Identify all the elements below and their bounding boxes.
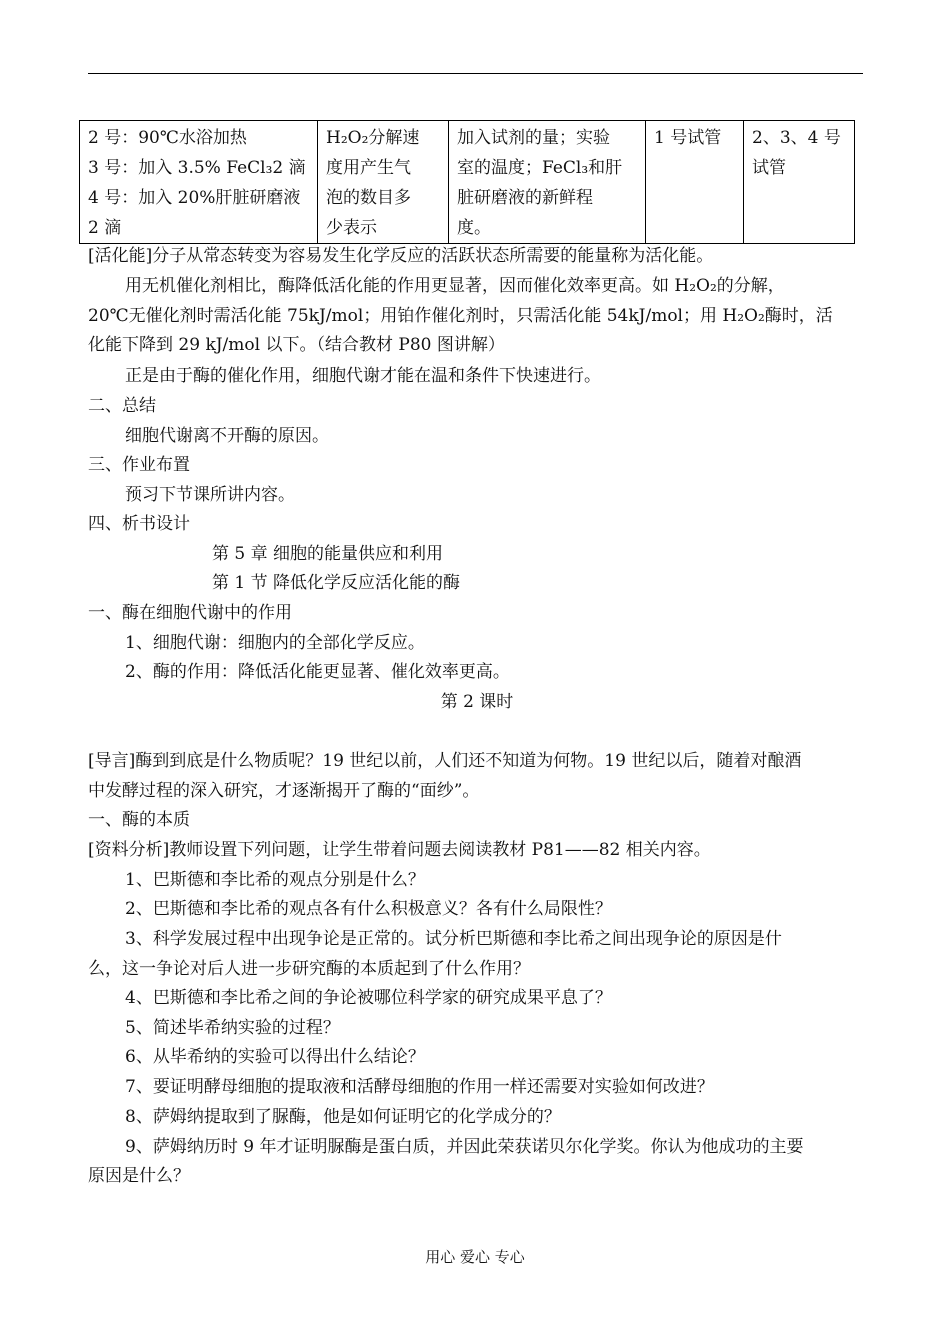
paragraph-line: 20℃无催化剂时需活化能 75kJ/mol；用铂作催化剂时，只需活化能 54kJ/mol；用 H₂O₂酶时，活: [88, 306, 833, 326]
question-item: 1、巴斯德和李比希的观点分别是什么？: [125, 870, 425, 890]
question-item: 原因是什么？: [88, 1166, 190, 1186]
table-cell-groups: 2 号：90℃水浴加热 3 号：加入 3.5% FeCl₃2 滴 4 号：加入 20%肝脏研磨液 2 滴: [80, 121, 318, 244]
paragraph-line: 细胞代谢离不开酶的原因。: [125, 426, 329, 446]
section-heading: 一、酶的本质: [88, 810, 190, 830]
board-point: 2、酶的作用：降低活化能更显著、催化效率更高。: [125, 662, 510, 682]
experiment-table: [79, 120, 855, 244]
analysis-intro: [资料分析]教师设置下列问题，让学生带着问题去阅读教材 P81——82 相关内容。: [88, 840, 711, 860]
table-cell-control-group: 1 号试管: [646, 121, 744, 244]
board-section-title: 第 1 节 降低化学反应活化能的酶: [212, 573, 461, 593]
question-item: 2、巴斯德和李比希的观点各有什么积极意义？各有什么局限性？: [125, 899, 612, 919]
question-item: 6、从毕希纳的实验可以得出什么结论？: [125, 1047, 425, 1067]
question-item: 8、萨姆纳提取到了脲酶，他是如何证明它的化学成分的？: [125, 1107, 561, 1127]
paragraph-line: 正是由于酶的催化作用，细胞代谢才能在温和条件下快速进行。: [125, 366, 601, 386]
intro-line: [导言]酶到到底是什么物质呢？19 世纪以前，人们还不知道为何物。19 世纪以后，随着对酿酒: [88, 751, 802, 771]
question-item: 7、要证明酵母细胞的提取液和活酵母细胞的作用一样还需要对实验如何改进？: [125, 1077, 714, 1097]
board-heading: 一、酶在细胞代谢中的作用: [88, 603, 292, 623]
table-row: [80, 121, 855, 244]
section-heading: 四、析书设计: [88, 514, 190, 534]
table-cell-controlled-variables: 加入试剂的量；实验 室的温度；FeCl₃和肝 脏研磨液的新鲜程 度。: [449, 121, 646, 244]
paragraph-line: 用无机催化剂相比，酶降低活化能的作用更显著，因而催化效率更高。如 H₂O₂的分解，: [125, 276, 785, 296]
page-footer: 用心 爱心 专心: [425, 1248, 525, 1266]
question-item: 3、科学发展过程中出现争论是正常的。试分析巴斯德和李比希之间出现争论的原因是什: [125, 929, 782, 949]
intro-line: 中发酵过程的深入研究，才逐渐揭开了酶的“面纱”。: [88, 781, 480, 801]
section-heading: 三、作业布置: [88, 455, 190, 475]
table-cell-experimental-group: 2、3、4 号 试管: [744, 121, 855, 244]
lesson-title: 第 2 课时: [440, 692, 514, 712]
activation-energy-definition: [活化能]分子从常态转变为容易发生化学反应的活跃状态所需要的能量称为活化能。: [88, 246, 714, 266]
question-item: 9、萨姆纳历时 9 年才证明脲酶是蛋白质，并因此荣获诺贝尔化学奖。你认为他成功的主要: [125, 1137, 804, 1157]
section-heading: 二、总结: [88, 396, 156, 416]
board-point: 1、细胞代谢：细胞内的全部化学反应。: [125, 633, 425, 653]
question-item: 么，这一争论对后人进一步研究酶的本质起到了什么作用？: [88, 959, 530, 979]
question-item: 4、巴斯德和李比希之间的争论被哪位科学家的研究成果平息了？: [125, 988, 612, 1008]
board-chapter-title: 第 5 章 细胞的能量供应和利用: [212, 544, 444, 564]
paragraph-line: 化能下降到 29 kJ/mol 以下。（结合教材 P80 图讲解）: [88, 335, 505, 355]
question-item: 5、简述毕希纳实验的过程？: [125, 1018, 340, 1038]
table-cell-dependent-variable: H₂O₂分解速 度用产生气 泡的数目多 少表示: [318, 121, 449, 244]
header-rule: [88, 73, 863, 74]
paragraph-line: 预习下节课所讲内容。: [125, 485, 295, 505]
